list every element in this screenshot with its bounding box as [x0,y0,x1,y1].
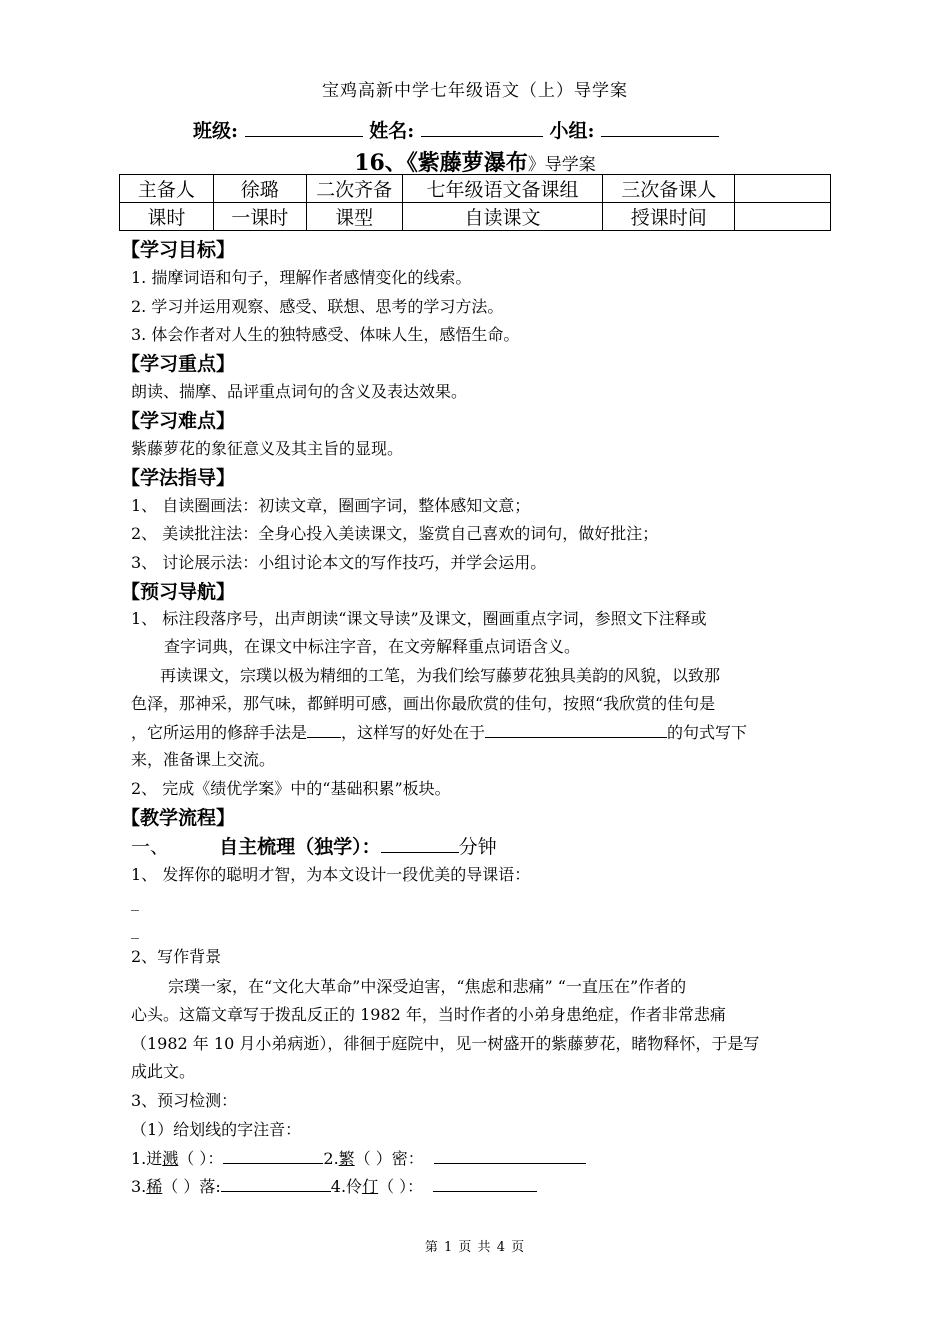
page-footer: 第 1 页 共 4 页 [424,1240,526,1255]
focus-text: 朗读、揣摩、品评重点词句的含义及表达效果。 [131,382,468,401]
method-heading: 【学法指导】 [121,467,236,489]
item-num: 2. [323,1149,339,1168]
meta-cell: 自读课文 [402,203,603,231]
check-subtitle: （1）给划线的字注音： [131,1120,302,1139]
preview-paragraph-blanks [131,719,747,743]
meta-cell-empty[interactable] [735,175,831,203]
pinyin-paren: （ ）落: [162,1177,221,1196]
class-blank[interactable] [245,118,363,137]
page-title [0,146,950,177]
meta-cell: 课时 [120,203,214,231]
class-info-line [193,116,719,143]
page-header: 宝鸡高新中学七年级语文（上）导学案 [322,81,628,101]
pinyin-row-1 [131,1145,586,1169]
preview-heading: 【预习导航】 [121,581,236,603]
step-1-num: 一、 [131,836,170,858]
preview-item-1: 1、 标注段落序号，出声朗读“课文导读”及课文，圈画重点字词，参照文下注释或 [131,609,707,628]
meta-cell-empty[interactable] [735,203,831,231]
difficulty-text: 紫藤萝花的象征意义及其主旨的显现。 [131,439,404,458]
name-blank[interactable] [421,118,543,137]
pinyin-paren: （ ）密： [354,1149,424,1168]
answer-line[interactable]: _ [131,920,139,939]
step-1-title: 自主梳理（独学）： [219,836,381,858]
goal-item: 1. 揣摩词语和句子，理解作者感情变化的线索。 [131,268,472,287]
underlined-char: 稀 [146,1177,163,1196]
meta-cell: 三次备课人 [603,175,735,203]
background-text: 心头。这篇文章写于拨乱反正的 1982 年，当时作者的小弟身患绝症，作者非常悲痛 [131,1005,726,1024]
word-char: 迸 [146,1149,163,1168]
meta-cell: 课型 [306,203,402,231]
item-num: 4. [330,1177,347,1196]
meta-cell: 徐璐 [213,175,306,203]
method-item: 3、 讨论展示法：小组讨论本文的写作技巧，并学会运用。 [131,553,547,572]
meta-cell: 主备人 [120,175,214,203]
preview-text: ，这样写的好处在于 [341,723,486,742]
title-suffix: 》导学案 [527,155,596,175]
meta-cell: 七年级语文备课组 [402,175,603,203]
meta-row-2 [120,203,831,231]
meaning-blank[interactable] [221,1173,331,1192]
check-title: 3、预习检测： [131,1091,238,1110]
rhetoric-blank[interactable] [307,719,341,738]
goals-heading: 【学习目标】 [121,239,236,261]
focus-heading: 【学习重点】 [121,353,236,375]
group-blank[interactable] [601,118,719,137]
answer-line[interactable]: _ [131,892,139,911]
underlined-char: 仃 [362,1177,379,1196]
meta-cell: 二次齐备 [306,175,402,203]
question-1: 1、 发挥你的聪明才智，为本文设计一段优美的导课语： [131,865,531,884]
preview-text: 的句式写下 [667,723,748,742]
flow-heading: 【教学流程】 [121,807,236,829]
background-text: （1982 年 10 月小弟病逝），徘徊于庭院中，见一树盛开的紫藤萝花，睹物释怀，于是写 [131,1034,760,1053]
step-1-line [131,832,497,859]
goal-item: 2. 学习并运用观察、感受、联想、思考的学习方法。 [131,297,504,316]
pinyin-paren: （ ）： [178,1149,224,1168]
title-main: 16、《紫藤萝瀑布 [354,150,528,176]
item-num: 3. [131,1177,147,1196]
background-text: 宗璞一家，在“文化大革命”中深受迫害，“焦虑和悲痛” “一直压在”作者的 [168,977,687,996]
preview-paragraph: 色泽，那神采，那气味，都鲜明可感，画出你最欣赏的佳句，按照“我欣赏的佳句是 [131,694,716,713]
minutes-blank[interactable] [381,834,459,853]
goal-item: 3. 体会作者对人生的独特感受、体味人生，感悟生命。 [131,325,520,344]
underlined-char: 繁 [338,1149,355,1168]
meta-table [119,174,831,231]
background-text: 成此文。 [131,1062,196,1081]
meaning-blank[interactable] [433,1173,537,1192]
name-label: 姓名: [369,120,415,142]
word-char: 伶 [346,1177,363,1196]
method-item: 2、 美读批注法：全身心投入美读课文，鉴赏自己喜欢的词句，做好批注； [131,524,659,543]
difficulty-heading: 【学习难点】 [121,410,236,432]
meta-cell: 授课时间 [603,203,735,231]
class-label: 班级: [193,120,239,142]
step-1-unit: 分钟 [458,836,497,858]
preview-item-1-cont: 查字词典，在课文中标注字音，在文旁解释重点词语含义。 [164,637,581,656]
preview-paragraph: 来，准备课上交流。 [131,750,276,769]
pinyin-paren: （ ）： [378,1177,424,1196]
benefit-blank[interactable] [485,719,667,738]
pinyin-row-2 [131,1173,537,1197]
meaning-blank[interactable] [223,1145,323,1164]
background-title: 2、写作背景 [131,947,222,966]
preview-text: ，它所运用的修辞手法是 [131,723,308,742]
preview-paragraph: 再读课文，宗璞以极为精细的工笔，为我们绘写藤萝花独具美韵的风貌，以致那 [160,666,721,685]
meaning-blank[interactable] [434,1145,586,1164]
method-item: 1、 自读圈画法：初读文章，圈画字词，整体感知文意； [131,496,531,515]
underlined-char: 溅 [162,1149,179,1168]
meta-cell: 一课时 [213,203,306,231]
item-num: 1. [131,1149,147,1168]
group-label: 小组: [549,120,595,142]
preview-item-2: 2、 完成《绩优学案》中的“基础积累”板块。 [131,779,451,798]
meta-row-1 [120,175,831,203]
